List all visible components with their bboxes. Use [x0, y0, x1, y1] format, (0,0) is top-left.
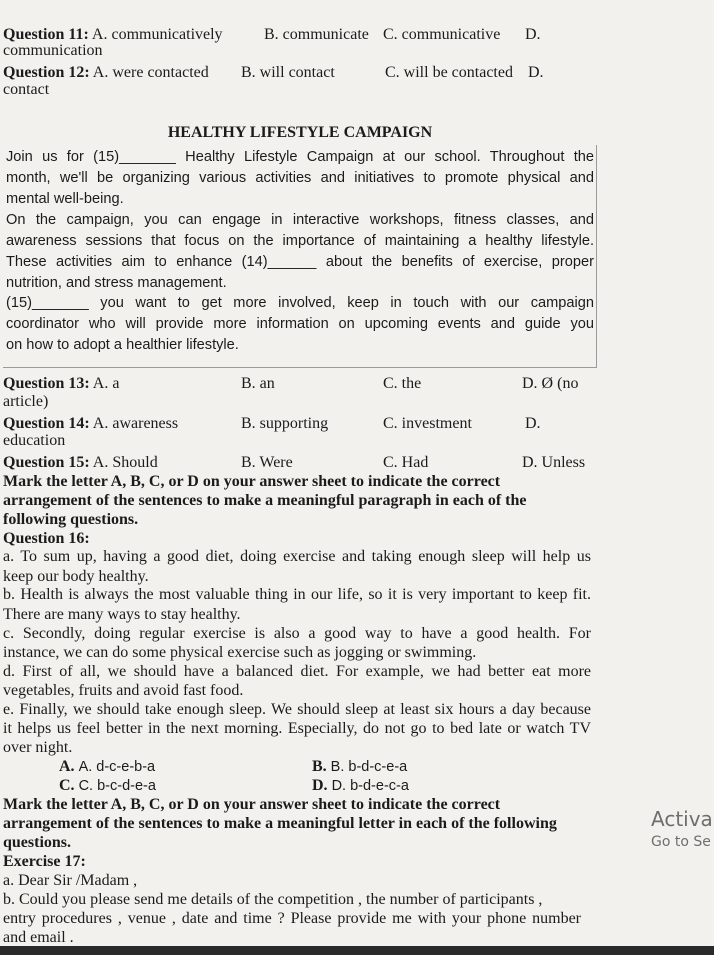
q13-row [3, 374, 119, 394]
q11-option-b: B. communicate [264, 26, 369, 43]
ex17-line: a. Dear Sir /Madam , [3, 872, 138, 889]
q16-line: it helps us feel better in the next morning. Especially, do not go to bed late or watch TV [3, 720, 591, 737]
q15-option-c: C. Had [383, 454, 429, 471]
q16-option-b: B. B. b-d-c-e-a [312, 758, 408, 775]
q16-line: a. To sum up, having a good diet, doing exercise and taking enough sleep will help us [3, 548, 591, 565]
q16-option-d: D. D. b-d-e-c-a [312, 777, 409, 794]
q16-option-a: A. A. d-c-e-b-a [59, 758, 156, 775]
q16-line: d. First of all, we should have a balanced diet. For example, we had better eat more [3, 663, 591, 680]
activation-watermark-title: Activa [651, 807, 713, 831]
passage-line: Join us for (15)_______ Healthy Lifestyle Campaign at our school. Throughout the [6, 149, 594, 165]
activation-watermark-sub: Go to Se [651, 834, 711, 850]
q16-line: instance, we can do some physical exercise such as jogging or swimming. [3, 644, 477, 661]
q12-option-d: D. [528, 64, 544, 81]
q16-line: vegetables, fruits and avoid fast food. [3, 682, 244, 699]
q12-label: Question 12: [3, 64, 90, 81]
q12-option-a: A. were contacted [92, 64, 209, 81]
q13-option-d: D. Ø (no [522, 375, 579, 392]
q12-option-d-cont: contact [3, 81, 50, 98]
q13-option-b: B. an [241, 375, 275, 392]
q15-option-a: A. Should [92, 454, 158, 471]
q16-line: over night. [3, 739, 73, 756]
passage-line: mental well-being. [6, 191, 124, 207]
q12-option-b: B. will contact [241, 64, 335, 81]
q16-line: c. Secondly, doing regular exercise is also a good way to have a good health. For [3, 625, 591, 642]
q11-label: Question 11: [3, 26, 89, 43]
q16-line: e. Finally, we should take enough sleep. We should sleep at least six hours a day because [3, 701, 591, 718]
q14-label: Question 14: [3, 415, 90, 432]
q13-option-a: A. a [92, 375, 120, 392]
passage-line: awareness sessions that focus on the importance of maintaining a healthy lifestyle. [6, 233, 594, 249]
ex17-label: Exercise 17: [3, 853, 86, 870]
q16-option-c: C. C. b-c-d-e-a [59, 777, 156, 794]
q16-label: Question 16: [3, 530, 90, 547]
passage-title: HEALTHY LIFESTYLE CAMPAIGN [167, 124, 433, 141]
ex17-line: b. Could you please send me details of the competition , the number of participants , [3, 891, 543, 908]
taskbar-edge [0, 946, 714, 955]
q14-option-d-cont: education [3, 432, 66, 449]
q14-option-a: A. awareness [92, 415, 179, 432]
q11-option-c: C. communicative [383, 26, 501, 43]
ex17-line: entry procedures , venue , date and time ? Please provide me with your phone number [3, 910, 581, 927]
passage-line: month, we'll be organizing various activities and initiatives to promote physical and [6, 170, 594, 186]
q16-line: There are many ways to stay healthy. [3, 606, 241, 623]
instruction-line: following questions. [3, 511, 139, 528]
passage-line: (15)_______ you want to get more involved, keep in touch with our campaign [6, 295, 594, 311]
instruction-line: Mark the letter A, B, C, or D on your answer sheet to indicate the correct [3, 473, 501, 490]
q13-option-d-cont: article) [3, 393, 49, 410]
passage-line: On the campaign, you can engage in interactive workshops, fitness classes, and [6, 212, 594, 228]
ex17-line: and email . [3, 929, 74, 946]
passage-line: These activities aim to enhance (14)______ about the benefits of exercise, proper [6, 254, 594, 270]
q11-option-d-cont: communication [3, 42, 103, 59]
q16-line: b. Health is always the most valuable thing in our life, so it is very important to keep fit. [3, 586, 591, 603]
q13-label: Question 13: [3, 375, 90, 392]
q13-option-c: C. the [383, 375, 422, 392]
instruction-line: arrangement of the sentences to make a meaningful letter in each of the following [3, 815, 557, 832]
q14-option-b: B. supporting [241, 415, 329, 432]
instruction-line: Mark the letter A, B, C, or D on your answer sheet to indicate the correct [3, 796, 501, 813]
q15-option-b: B. Were [241, 454, 293, 471]
passage-line: coordinator who will provide more information on upcoming events and guide you [6, 316, 594, 332]
q15-row [3, 453, 158, 473]
q15-label: Question 15: [3, 454, 90, 471]
q11-option-d: D. [525, 26, 541, 43]
q12-option-c: C. will be contacted [385, 64, 513, 81]
q15-option-d: D. Unless [522, 454, 586, 471]
instruction-line: arrangement of the sentences to make a meaningful paragraph in each of the [3, 492, 527, 509]
q16-line: keep our body healthy. [3, 568, 149, 585]
passage-line: nutrition, and stress management. [6, 275, 227, 291]
passage-line: on how to adopt a healthier lifestyle. [6, 337, 239, 353]
instruction-line: questions. [3, 834, 72, 851]
q14-option-d: D. [525, 415, 541, 432]
q11-option-a: A. communicatively [91, 26, 223, 43]
q14-option-c: C. investment [383, 415, 472, 432]
